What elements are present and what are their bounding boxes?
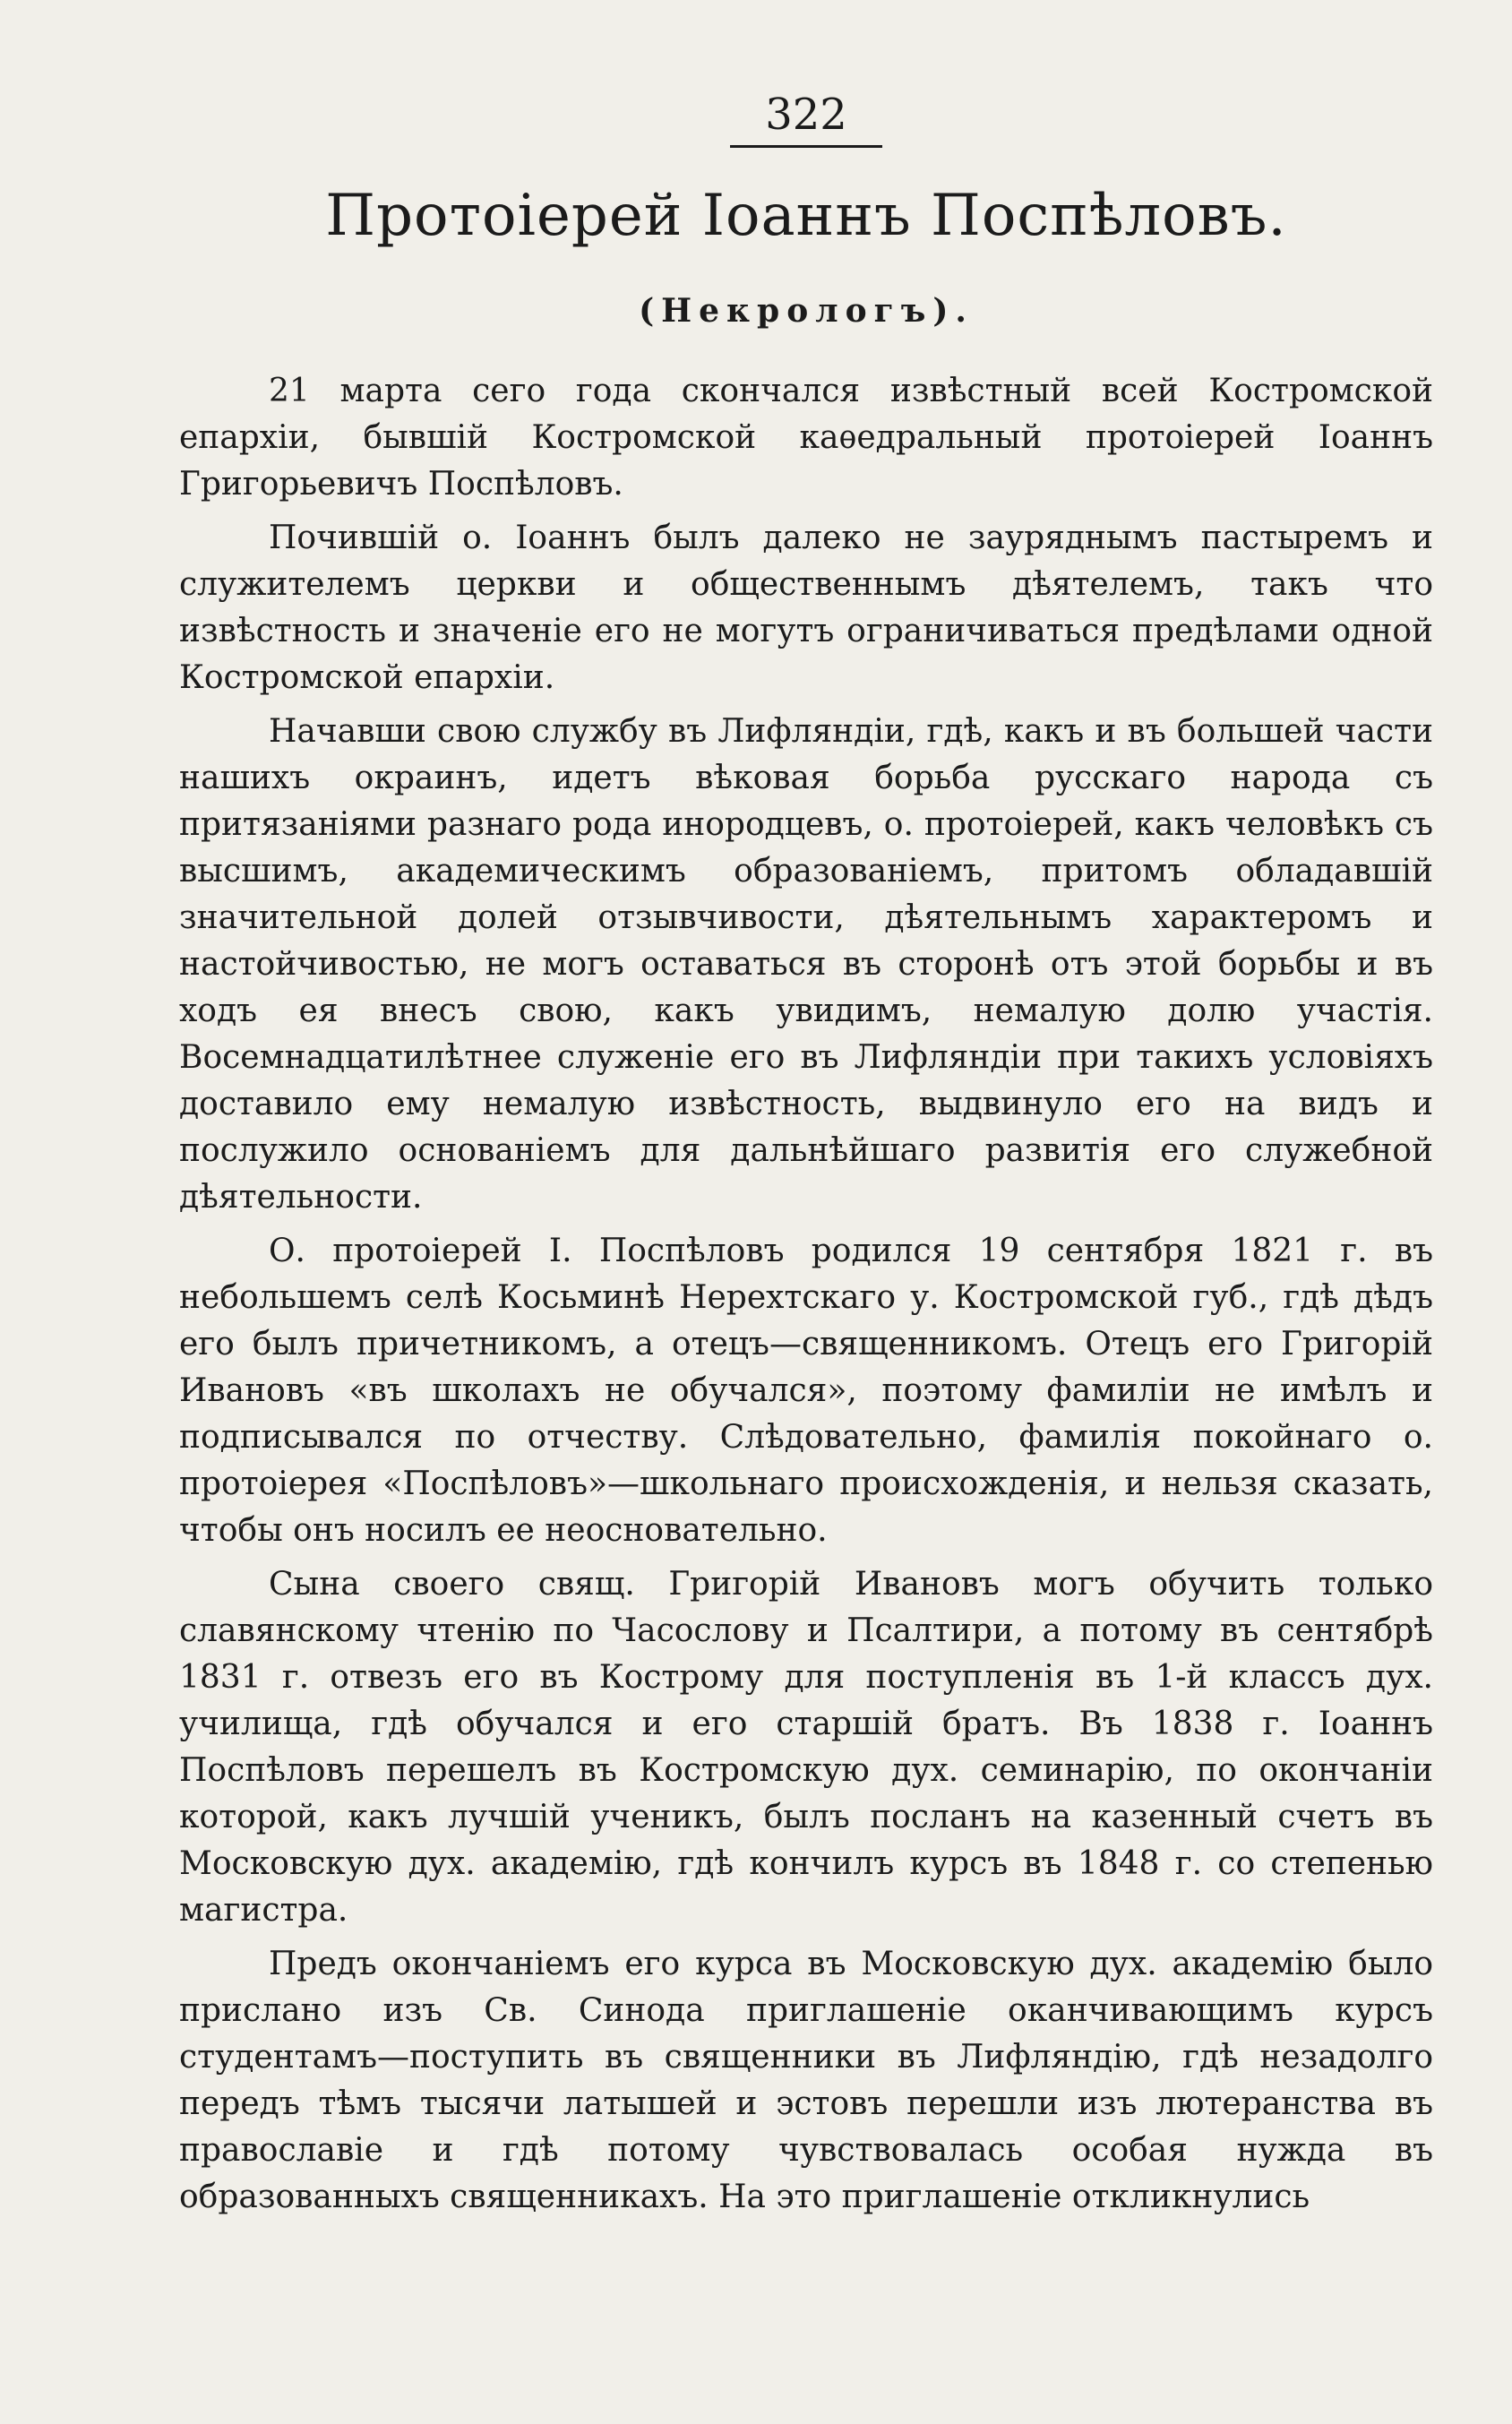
paragraph-6: Предъ окончаніемъ его курса въ Московскую дух. академію было прислано изъ Св. Синода приглашеніе оканчивающимъ курсъ студентамъ—поступить въ священники въ Лифляндію, гдѣ незадолго передъ тѣмъ тысячи латышей и эстовъ перешли изъ лютеранства въ православіе и гдѣ потому чувствовалась особая нужда въ образованныхъ священникахъ. На это приглашеніе откликнулись (179, 1946, 1433, 2215)
article-title: Протоіерей Іоаннъ Поспѣловъ. (325, 183, 1287, 249)
paragraph-2: Почившій о. Іоаннъ былъ далеко не зауряднымъ пастыремъ и служителемъ церкви и общественнымъ дѣятелемъ, такъ что извѣстность и значеніе его не могутъ ограничиваться предѣлами одной Костромской епархіи. (179, 520, 1433, 696)
paragraph-1: 21 марта сего года скончался извѣстный всей Костромской епархіи, бывшій Костромской каѳедральный протоіерей Іоаннъ Григорьевичъ Поспѣловъ. (179, 373, 1433, 503)
page (179, 90, 1433, 2383)
page-number: 322 (765, 90, 847, 140)
paragraph-5: Сына своего свящ. Григорій Ивановъ могъ обучить только славянскому чтенію по Часослову и Псалтири, а потому въ сентябрѣ 1831 г. отвезъ его въ Кострому для поступленія въ 1-й классъ дух. училища, гдѣ обучался и его старшій братъ. Въ 1838 г. Іоаннъ Поспѣловъ перешелъ въ Костромскую дух. семинарію, по окончаніи которой, какъ лучшій ученикъ, былъ посланъ на казенный счетъ въ Московскую дух. академію, гдѣ кончилъ курсъ въ 1848 г. со степенью магистра. (179, 1566, 1433, 1929)
paragraph-3: Начавши свою службу въ Лифляндіи, гдѣ, какъ и въ большей части нашихъ окраинъ, идетъ вѣковая борьба русскаго народа съ притязаніями разнаго рода инородцевъ, о. протоіерей, какъ человѣкъ съ высшимъ, академическимъ образованіемъ, притомъ обладавшій значительной долей отзывчивости, дѣятельнымъ характеромъ и настойчивостью, не могъ оставаться въ сторонѣ отъ этой борьбы и въ ходъ ея внесъ свою, какъ увидимъ, немалую долю участія. Восемнадцатилѣтнее служеніе его въ Лифляндіи при такихъ условіяхъ доставило ему немалую извѣстность, выдвинуло его на видъ и послужило основаніемъ для дальнѣйшаго развитія его служебной дѣятельности. (179, 713, 1433, 1216)
article-body (179, 368, 1433, 2221)
article-subtitle: (Некрологъ). (639, 292, 974, 330)
page-number-rule (730, 145, 882, 148)
paragraph-4: О. протоіерей І. Поспѣловъ родился 19 сентября 1821 г. въ небольшемъ селѣ Косьминѣ Нерехтскаго у. Костромской губ., гдѣ дѣдъ его былъ причетникомъ, а отецъ—священникомъ. Отецъ его Григорій Ивановъ «въ школахъ не обучался», поэтому фамиліи не имѣлъ и подписывался по отчеству. Слѣдовательно, фамилія покойнаго о. протоіерея «Поспѣловъ»—школьнаго происхожденія, и нельзя сказать, чтобы онъ носилъ ее неосновательно. (179, 1233, 1433, 1549)
